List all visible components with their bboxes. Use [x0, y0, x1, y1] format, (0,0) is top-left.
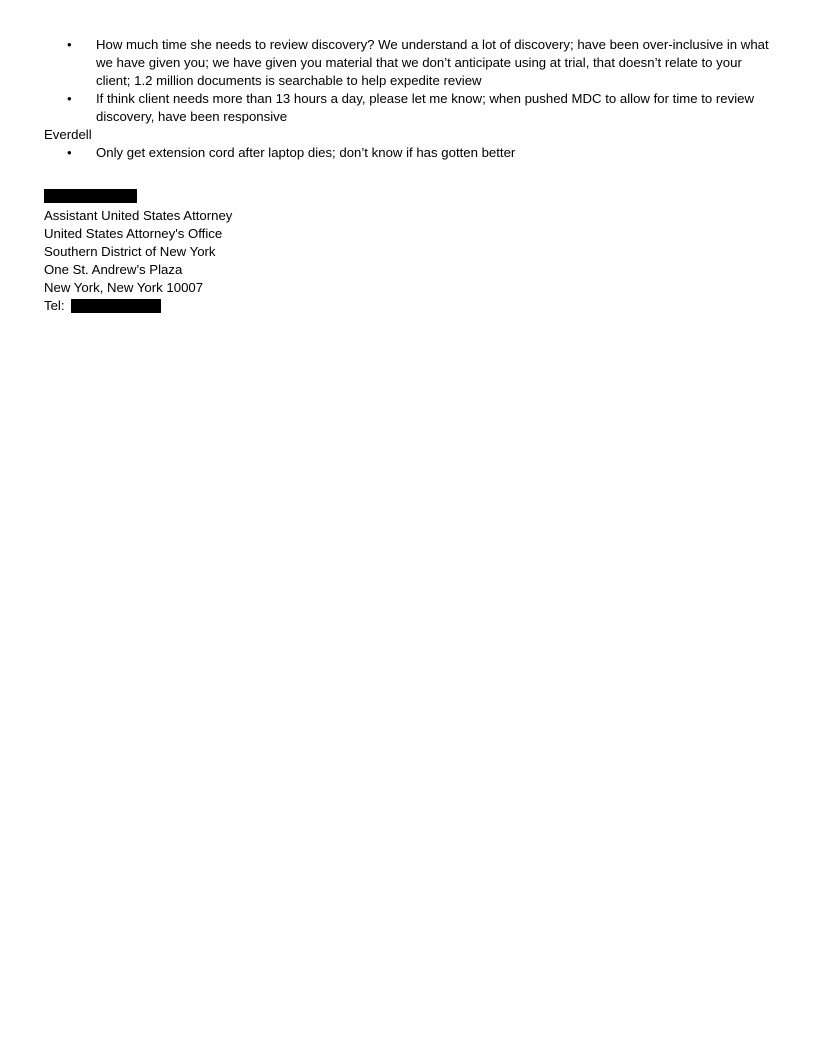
signature-city-state-zip: New York, New York 10007 [44, 280, 204, 295]
bullet-text: If think client needs more than 13 hours a day, please let me know; when pushed MDC to allow for time to review discovery, have been responsive [96, 91, 754, 124]
telephone-label: Tel: [44, 298, 65, 313]
list-item [44, 144, 769, 162]
list-item [44, 90, 769, 126]
signature-title: Assistant United States Attorney [44, 208, 233, 223]
bullet-icon: • [67, 37, 72, 52]
speaker-bullet-list [44, 144, 769, 162]
redacted-name-bar [44, 189, 137, 203]
top-bullet-list [44, 36, 769, 126]
bullet-icon: • [67, 145, 72, 160]
signature-telephone-row [44, 297, 769, 315]
signature-office: United States Attorney's Office [44, 226, 223, 241]
signature-district: Southern District of New York [44, 244, 216, 259]
document-body [44, 36, 769, 315]
bullet-icon: • [67, 91, 72, 106]
speaker-label: Everdell [44, 127, 92, 142]
bullet-text: Only get extension cord after laptop dies; don’t know if has gotten better [96, 145, 516, 160]
bullet-text: How much time she needs to review discovery? We understand a lot of discovery; have been over-inclusive in what we have given you; we have given you material that we don’t anticipate using at trial, that doesn’t relate to your client; 1.2 million documents is searchable to help expedite review [96, 37, 769, 88]
list-item [44, 36, 769, 90]
signature-block [44, 162, 769, 315]
signature-address: One St. Andrew’s Plaza [44, 262, 183, 277]
redacted-telephone-bar [71, 299, 161, 313]
